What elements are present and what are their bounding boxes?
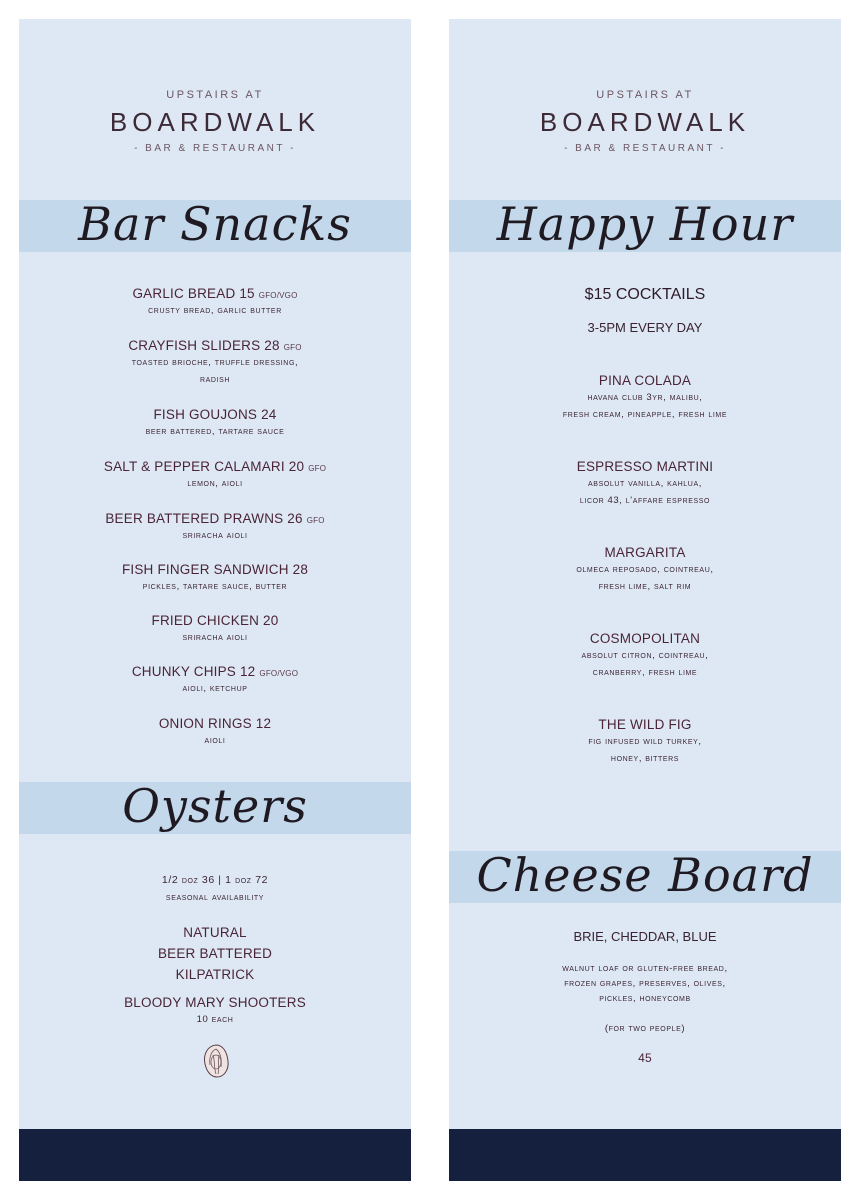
section-title-bar-snacks: Bar Snacks bbox=[78, 197, 352, 251]
oysters-pricing bbox=[19, 871, 411, 906]
item-name: GARLIC BREAD 15 bbox=[132, 286, 255, 301]
cocktail-description: cranberry, fresh lime bbox=[592, 667, 698, 678]
footer-bar bbox=[449, 1129, 841, 1181]
menu-item bbox=[19, 613, 411, 646]
section-title-oysters: Oysters bbox=[122, 779, 308, 833]
dietary-tag: GFO bbox=[308, 464, 327, 473]
dietary-tag: GFO/VGO bbox=[258, 291, 298, 300]
cocktail-item bbox=[449, 459, 841, 509]
cocktail-description: licor 43, l'affare espresso bbox=[579, 495, 711, 506]
brand-upstairs-at: UPSTAIRS AT bbox=[596, 89, 694, 101]
happy-hour-menu-panel bbox=[449, 19, 841, 1181]
item-description: aioli, ketchup bbox=[182, 683, 248, 694]
menu-item bbox=[19, 286, 411, 319]
cocktail-name: ESPRESSO MARTINI bbox=[576, 459, 714, 474]
item-description: beer battered, tartare sauce bbox=[145, 426, 285, 437]
item-description: lemon, aioli bbox=[187, 478, 243, 489]
item-price: 10 each bbox=[196, 1014, 234, 1025]
brand-logo-boardwalk: BOARDWALK bbox=[109, 107, 321, 137]
brand-upstairs-at: UPSTAIRS AT bbox=[166, 89, 264, 101]
oyster-styles-list bbox=[19, 922, 411, 985]
menu-item bbox=[19, 459, 411, 492]
item-name: ONION RINGS 12 bbox=[158, 716, 272, 731]
section-title-happy-hour: Happy Hour bbox=[496, 197, 794, 251]
cocktail-description: absolut vanilla, kahlua, bbox=[588, 478, 702, 489]
dietary-tag: GFO bbox=[283, 343, 302, 352]
cocktail-item bbox=[449, 373, 841, 423]
oyster-style: KILPATRICK bbox=[175, 967, 255, 982]
item-name: SALT & PEPPER CALAMARI 20 bbox=[103, 459, 305, 474]
cocktail-item bbox=[449, 717, 841, 767]
item-name: CHUNKY CHIPS 12 bbox=[131, 664, 256, 679]
item-name: FRIED CHICKEN 20 bbox=[151, 613, 279, 628]
item-description: sriracha aioli bbox=[182, 530, 248, 541]
happy-hour-headline: $15 COCKTAILS bbox=[584, 286, 706, 303]
cocktail-description: fresh lime, salt rim bbox=[598, 581, 692, 592]
cocktail-name: COSMOPOLITAN bbox=[589, 631, 701, 646]
brand-logo-boardwalk: BOARDWALK bbox=[539, 107, 751, 137]
cocktail-description: havana club 3yr, malibu, bbox=[587, 392, 703, 403]
oyster-shell-icon bbox=[201, 1043, 231, 1079]
section-title-cheese-board: Cheese Board bbox=[476, 848, 814, 902]
cocktail-name: THE WILD FIG bbox=[598, 717, 692, 732]
oysters-price: 1/2 doz 36 | 1 doz 72 bbox=[161, 874, 269, 886]
menu-item bbox=[19, 716, 411, 749]
cheese-board-price: 45 bbox=[638, 1051, 652, 1065]
cocktail-description: honey, bitters bbox=[610, 753, 680, 764]
cheese-description: pickles, honeycomb bbox=[599, 993, 691, 1004]
oysters-availability: seasonal availability bbox=[165, 891, 265, 903]
cocktail-description: olmeca reposado, cointreau, bbox=[576, 564, 714, 575]
dietary-tag: GFO bbox=[306, 516, 325, 525]
happy-hour-times: 3-5PM EVERY DAY bbox=[587, 320, 703, 335]
cocktail-item bbox=[449, 545, 841, 595]
cocktail-description: fresh cream, pineapple, fresh lime bbox=[562, 409, 728, 420]
cocktail-description: absolut citron, cointreau, bbox=[581, 650, 709, 661]
brand-bar-restaurant: - BAR & RESTAURANT - bbox=[134, 143, 296, 154]
cocktail-item bbox=[449, 631, 841, 681]
cheese-board-description bbox=[449, 960, 841, 1006]
item-name: CRAYFISH SLIDERS 28 bbox=[128, 338, 280, 353]
brand-bar-restaurant: - BAR & RESTAURANT - bbox=[564, 143, 726, 154]
cocktail-name: PINA COLADA bbox=[598, 373, 692, 388]
item-description: sriracha aioli bbox=[182, 632, 248, 643]
item-name: FISH GOUJONS 24 bbox=[153, 407, 277, 422]
menu-item bbox=[19, 511, 411, 544]
dietary-tag: GFO/VGO bbox=[259, 669, 299, 678]
cheese-description: frozen grapes, preserves, olives, bbox=[564, 978, 726, 989]
item-name: BLOODY MARY SHOOTERS bbox=[124, 995, 306, 1010]
item-description: toasted brioche, truffle dressing, bbox=[131, 357, 299, 368]
menu-item-shooters bbox=[19, 995, 411, 1028]
cheese-serving-note: (for two people) bbox=[604, 1023, 686, 1034]
cocktail-description: fig infused wild turkey, bbox=[588, 736, 702, 747]
item-description: radish bbox=[199, 374, 231, 385]
footer-bar bbox=[19, 1129, 411, 1181]
item-name: FISH FINGER SANDWICH 28 bbox=[121, 562, 309, 577]
oyster-style: NATURAL bbox=[183, 925, 247, 940]
cheese-board-name: BRIE, CHEDDAR, BLUE bbox=[573, 929, 717, 944]
menu-item bbox=[19, 664, 411, 697]
cheese-description: walnut loaf or gluten-free bread, bbox=[562, 963, 728, 974]
item-description: crusty bread, garlic butter bbox=[148, 305, 282, 316]
bar-snacks-menu-panel bbox=[19, 19, 411, 1181]
oyster-style: BEER BATTERED bbox=[157, 946, 273, 961]
item-name: BEER BATTERED PRAWNS 26 bbox=[105, 511, 303, 526]
menu-item bbox=[19, 338, 411, 388]
item-description: pickles, tartare sauce, butter bbox=[142, 581, 288, 592]
item-description: aioli bbox=[204, 735, 226, 746]
menu-item bbox=[19, 407, 411, 440]
cocktail-name: MARGARITA bbox=[604, 545, 686, 560]
menu-item bbox=[19, 562, 411, 595]
